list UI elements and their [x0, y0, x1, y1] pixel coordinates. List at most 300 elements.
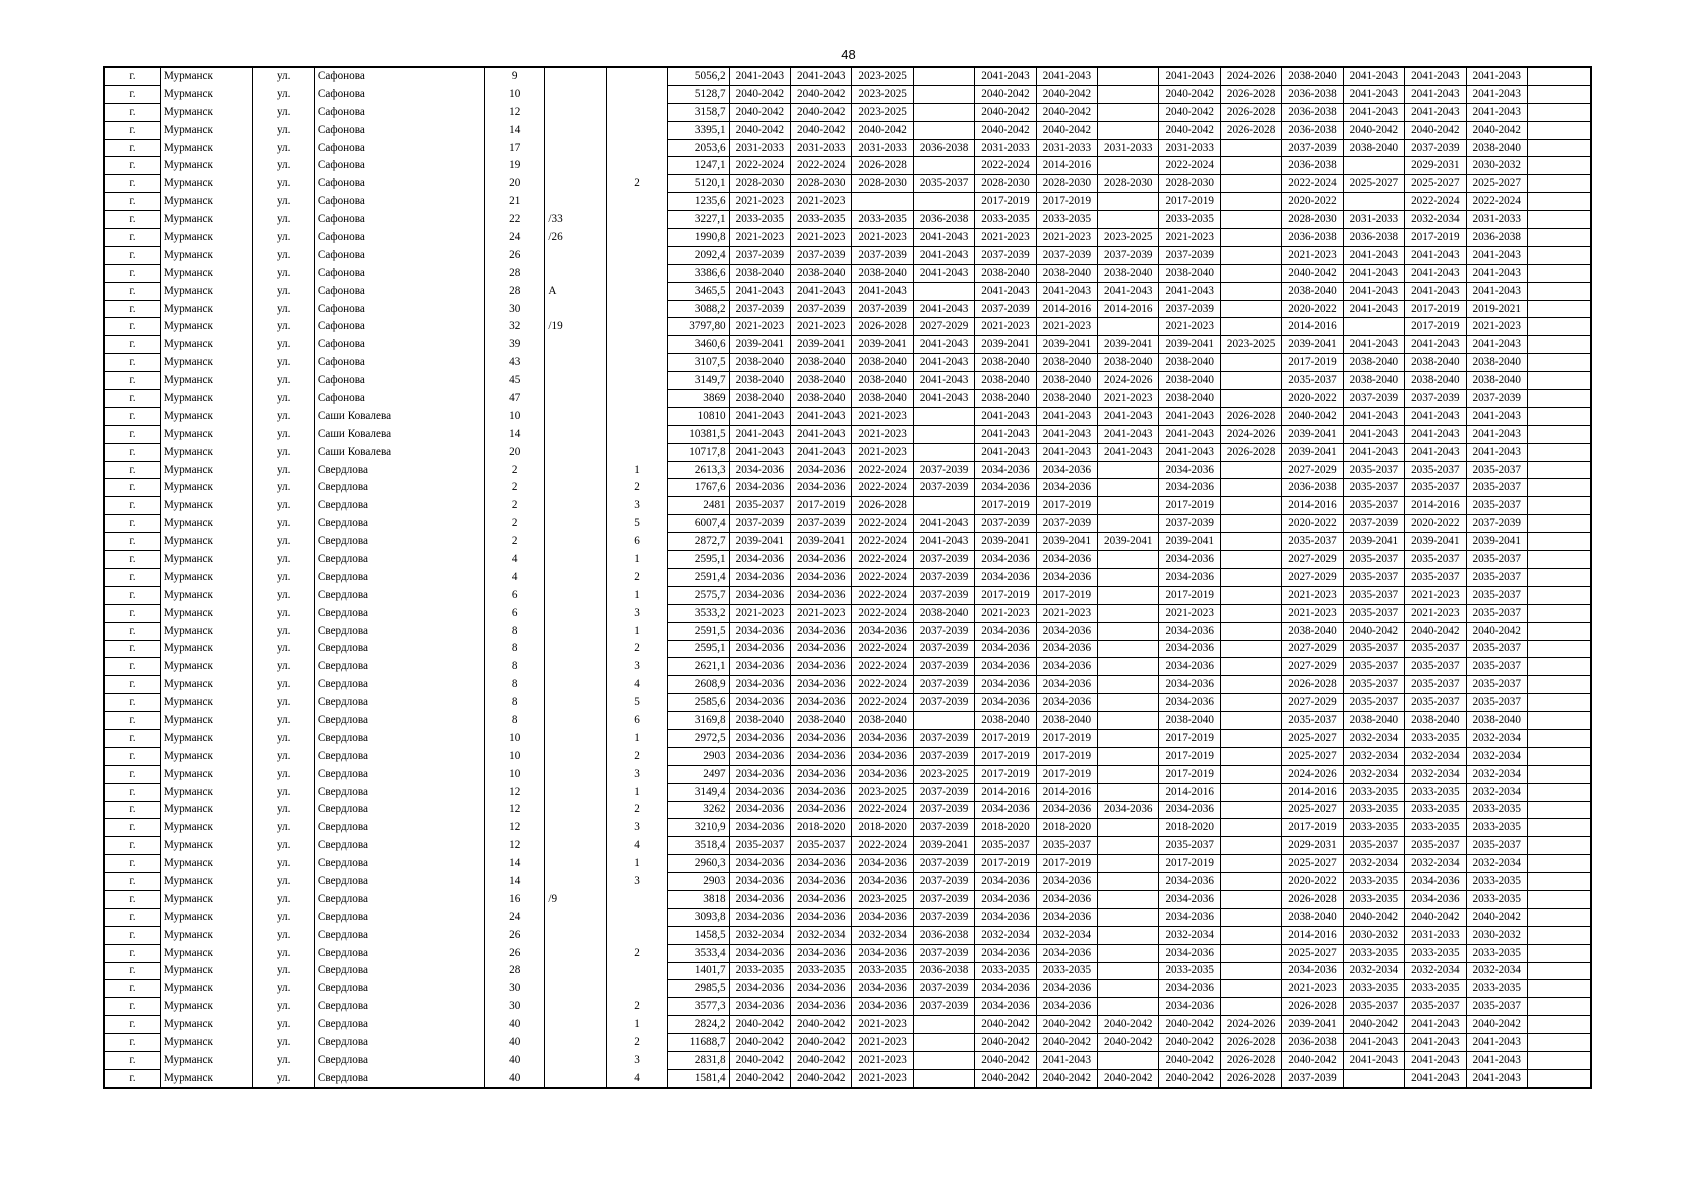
- table-cell: 2041-2043: [1405, 264, 1466, 282]
- table-cell: 2038-2040: [852, 712, 913, 730]
- table-cell: 2039-2041: [975, 336, 1036, 354]
- table-cell: [606, 264, 667, 282]
- table-cell: 2041-2043: [852, 282, 913, 300]
- table-row: [104, 246, 1591, 264]
- table-cell: [913, 1069, 974, 1087]
- table-cell: Мурманск: [160, 300, 253, 318]
- table-cell: 2035-2037: [1036, 837, 1097, 855]
- table-cell: 2017-2019: [975, 193, 1036, 211]
- table-cell: ул.: [253, 443, 314, 461]
- table-cell: 2034-2036: [1405, 890, 1466, 908]
- table-cell: 2017-2019: [1159, 747, 1220, 765]
- table-cell: 2034-2036: [729, 765, 790, 783]
- table-cell: 2033-2035: [1466, 944, 1527, 962]
- table-cell: 2034-2036: [1098, 801, 1159, 819]
- table-cell: 2036-2038: [913, 962, 974, 980]
- table-cell: [1220, 837, 1281, 855]
- table-cell: 2034-2036: [852, 908, 913, 926]
- table-cell: 2017-2019: [1405, 229, 1466, 247]
- table-cell: [1098, 819, 1159, 837]
- table-cell: 4: [485, 568, 545, 586]
- table-cell: 3149,4: [668, 783, 729, 801]
- table-cell: 2031-2033: [1036, 139, 1097, 157]
- table-cell: Мурманск: [160, 998, 253, 1016]
- table-cell: 2038-2040: [1405, 372, 1466, 390]
- table-cell: [545, 908, 606, 926]
- table-cell: 2038-2040: [1466, 372, 1527, 390]
- table-cell: 2034-2036: [975, 980, 1036, 998]
- table-cell: 2040-2042: [1405, 908, 1466, 926]
- table-cell: /33: [545, 211, 606, 229]
- table-cell: 2026-2028: [1282, 998, 1343, 1016]
- table-cell: 12: [485, 103, 545, 121]
- table-cell: 2041-2043: [1466, 1069, 1527, 1087]
- table-cell: г.: [104, 801, 160, 819]
- table-cell: 2034-2036: [1159, 551, 1220, 569]
- table-cell: 2034-2036: [729, 729, 790, 747]
- table-cell: [913, 282, 974, 300]
- table-cell: 2033-2035: [791, 211, 852, 229]
- table-cell: 2025-2027: [1343, 175, 1404, 193]
- table-cell: 2035-2037: [1343, 604, 1404, 622]
- table-cell: 2034-2036: [852, 944, 913, 962]
- table-cell: Свердлова: [314, 533, 484, 551]
- table-cell: [852, 193, 913, 211]
- table-cell: 2035-2037: [791, 837, 852, 855]
- table-cell: [545, 336, 606, 354]
- table-cell: [1527, 944, 1591, 962]
- table-cell: 2028-2030: [1036, 175, 1097, 193]
- table-cell: 2034-2036: [1036, 801, 1097, 819]
- table-cell: [1527, 729, 1591, 747]
- table-cell: 1767,6: [668, 479, 729, 497]
- table-cell: Сафонова: [314, 67, 484, 85]
- table-cell: 2014-2016: [1282, 783, 1343, 801]
- table-cell: г.: [104, 407, 160, 425]
- table-cell: 2035-2037: [1343, 568, 1404, 586]
- table-cell: 2040-2042: [1282, 407, 1343, 425]
- table-cell: 2031-2033: [729, 139, 790, 157]
- table-cell: 4: [485, 551, 545, 569]
- table-cell: 6007,4: [668, 515, 729, 533]
- table-cell: 2021-2023: [1282, 980, 1343, 998]
- table-cell: 2038-2040: [1282, 67, 1343, 85]
- table-cell: 4: [606, 1069, 667, 1087]
- table-cell: 2034-2036: [729, 640, 790, 658]
- table-cell: Мурманск: [160, 85, 253, 103]
- table-cell: 2032-2034: [729, 926, 790, 944]
- table-cell: 2017-2019: [975, 729, 1036, 747]
- table-cell: 3149,7: [668, 372, 729, 390]
- table-cell: 2032-2034: [791, 926, 852, 944]
- table-cell: 2037-2039: [975, 300, 1036, 318]
- table-cell: г.: [104, 246, 160, 264]
- table-cell: ул.: [253, 944, 314, 962]
- table-cell: 2021-2023: [975, 318, 1036, 336]
- table-cell: 2034-2036: [791, 908, 852, 926]
- table-cell: ул.: [253, 855, 314, 873]
- table-cell: 2034-2036: [852, 980, 913, 998]
- table-cell: 2035-2037: [1343, 998, 1404, 1016]
- table-cell: 2037-2039: [1098, 246, 1159, 264]
- table-cell: [1220, 819, 1281, 837]
- table-cell: 2034-2036: [852, 747, 913, 765]
- table-cell: 2035-2037: [1466, 586, 1527, 604]
- table-cell: 2014-2016: [1036, 783, 1097, 801]
- housing-register-table: [103, 66, 1592, 1089]
- table-cell: ул.: [253, 998, 314, 1016]
- table-cell: г.: [104, 390, 160, 408]
- table-cell: 17: [485, 139, 545, 157]
- table-cell: 2040-2042: [729, 85, 790, 103]
- table-cell: г.: [104, 85, 160, 103]
- table-cell: 2017-2019: [975, 765, 1036, 783]
- table-cell: 2041-2043: [1466, 103, 1527, 121]
- table-cell: 2020-2022: [1282, 390, 1343, 408]
- table-cell: 2022-2024: [852, 801, 913, 819]
- table-cell: [1527, 157, 1591, 175]
- table-cell: 30: [485, 998, 545, 1016]
- table-cell: 2: [606, 801, 667, 819]
- table-cell: /9: [545, 890, 606, 908]
- table-cell: 2037-2039: [913, 890, 974, 908]
- table-cell: 2026-2028: [852, 497, 913, 515]
- table-cell: 2032-2034: [1466, 765, 1527, 783]
- table-cell: 2041-2043: [975, 282, 1036, 300]
- table-cell: 2033-2035: [1159, 211, 1220, 229]
- table-cell: 2033-2035: [729, 211, 790, 229]
- table-cell: [913, 497, 974, 515]
- table-cell: 30: [485, 300, 545, 318]
- table-cell: 2038-2040: [1343, 354, 1404, 372]
- table-cell: г.: [104, 336, 160, 354]
- table-row: [104, 497, 1591, 515]
- table-cell: 2033-2035: [1466, 819, 1527, 837]
- table-cell: 2027-2029: [1282, 551, 1343, 569]
- table-cell: [1098, 676, 1159, 694]
- table-cell: 2021-2023: [852, 1069, 913, 1087]
- table-cell: [545, 425, 606, 443]
- table-cell: 2040-2042: [1036, 121, 1097, 139]
- table-cell: 2034-2036: [1159, 944, 1220, 962]
- table-cell: 2034-2036: [1036, 640, 1097, 658]
- table-cell: 2481: [668, 497, 729, 515]
- table-cell: [606, 354, 667, 372]
- table-cell: [545, 246, 606, 264]
- table-cell: [606, 282, 667, 300]
- table-row: [104, 783, 1591, 801]
- table-cell: 2035-2037: [1466, 604, 1527, 622]
- table-cell: 2038-2040: [1036, 354, 1097, 372]
- table-cell: [545, 264, 606, 282]
- table-cell: [1220, 568, 1281, 586]
- table-cell: ул.: [253, 801, 314, 819]
- table-cell: 2034-2036: [975, 640, 1036, 658]
- table-cell: 2032-2034: [1159, 926, 1220, 944]
- table-row: [104, 229, 1591, 247]
- table-cell: [545, 1069, 606, 1087]
- table-cell: 2034-2036: [729, 694, 790, 712]
- table-cell: 2034-2036: [791, 694, 852, 712]
- table-cell: г.: [104, 640, 160, 658]
- table-cell: 2037-2039: [913, 873, 974, 891]
- table-row: [104, 372, 1591, 390]
- table-cell: 2039-2041: [791, 533, 852, 551]
- table-cell: Сафонова: [314, 193, 484, 211]
- table-cell: Сафонова: [314, 246, 484, 264]
- table-cell: 2022-2024: [852, 694, 913, 712]
- table-cell: г.: [104, 765, 160, 783]
- table-cell: 2021-2023: [1466, 318, 1527, 336]
- table-cell: 2021-2023: [791, 604, 852, 622]
- table-cell: Мурманск: [160, 372, 253, 390]
- table-cell: 2591,5: [668, 622, 729, 640]
- table-cell: [1220, 676, 1281, 694]
- table-cell: [545, 551, 606, 569]
- table-cell: 16: [485, 890, 545, 908]
- table-cell: [1527, 694, 1591, 712]
- table-cell: 2033-2035: [1159, 962, 1220, 980]
- table-cell: 2018-2020: [791, 819, 852, 837]
- table-cell: 2034-2036: [1159, 640, 1220, 658]
- table-cell: 2025-2027: [1282, 747, 1343, 765]
- table-cell: Свердлова: [314, 980, 484, 998]
- table-cell: 2034-2036: [791, 747, 852, 765]
- table-row: [104, 300, 1591, 318]
- table-cell: Свердлова: [314, 712, 484, 730]
- table-cell: 2040-2042: [1036, 103, 1097, 121]
- page-number: 48: [841, 47, 856, 62]
- table-cell: [606, 962, 667, 980]
- table-cell: 2024-2026: [1220, 67, 1281, 85]
- table-cell: [545, 873, 606, 891]
- table-cell: 2041-2043: [1405, 1016, 1466, 1034]
- table-cell: [545, 837, 606, 855]
- table-cell: 2040-2042: [1098, 1069, 1159, 1087]
- table-cell: 2040-2042: [975, 1034, 1036, 1052]
- table-cell: 2034-2036: [791, 855, 852, 873]
- table-cell: 2: [606, 944, 667, 962]
- table-cell: 2039-2041: [1282, 443, 1343, 461]
- table-cell: [606, 121, 667, 139]
- table-cell: 2022-2024: [1466, 193, 1527, 211]
- table-cell: Мурманск: [160, 765, 253, 783]
- table-cell: Мурманск: [160, 890, 253, 908]
- table-cell: г.: [104, 318, 160, 336]
- table-cell: Свердлова: [314, 694, 484, 712]
- table-cell: [913, 67, 974, 85]
- table-cell: [545, 944, 606, 962]
- table-cell: 2034-2036: [791, 479, 852, 497]
- table-cell: [1527, 533, 1591, 551]
- table-cell: 2037-2039: [1405, 390, 1466, 408]
- table-cell: 2034-2036: [1036, 873, 1097, 891]
- table-cell: 2041-2043: [913, 354, 974, 372]
- table-cell: [545, 998, 606, 1016]
- table-cell: 2041-2043: [1405, 336, 1466, 354]
- table-cell: 1: [606, 622, 667, 640]
- table-cell: 2035-2037: [1343, 497, 1404, 515]
- table-cell: г.: [104, 1016, 160, 1034]
- table-cell: 40: [485, 1016, 545, 1034]
- table-cell: 2034-2036: [1036, 658, 1097, 676]
- table-cell: 2022-2024: [1282, 175, 1343, 193]
- table-cell: 2035-2037: [1466, 658, 1527, 676]
- table-cell: г.: [104, 479, 160, 497]
- table-cell: 2037-2039: [913, 980, 974, 998]
- table-row: [104, 139, 1591, 157]
- table-cell: 2040-2042: [975, 85, 1036, 103]
- table-cell: [545, 926, 606, 944]
- table-cell: 8: [485, 658, 545, 676]
- table-cell: 2034-2036: [1036, 479, 1097, 497]
- table-cell: 2026-2028: [1220, 1069, 1281, 1087]
- table-cell: 2038-2040: [1159, 264, 1220, 282]
- table-cell: 2036-2038: [1466, 229, 1527, 247]
- table-cell: 2039-2041: [1343, 533, 1404, 551]
- table-cell: 2017-2019: [791, 497, 852, 515]
- table-cell: 2026-2028: [1220, 103, 1281, 121]
- table-cell: 3: [606, 1051, 667, 1069]
- table-cell: 28: [485, 962, 545, 980]
- table-cell: 2033-2035: [1343, 980, 1404, 998]
- table-row: [104, 533, 1591, 551]
- table-cell: 2: [485, 533, 545, 551]
- table-cell: 2038-2040: [852, 354, 913, 372]
- table-cell: [545, 103, 606, 121]
- table-cell: 2037-2039: [1036, 515, 1097, 533]
- table-cell: 2017-2019: [1405, 300, 1466, 318]
- table-cell: [606, 211, 667, 229]
- table-cell: 2024-2026: [1220, 1016, 1281, 1034]
- table-cell: 2032-2034: [1343, 855, 1404, 873]
- table-cell: 2038-2040: [975, 372, 1036, 390]
- table-cell: А: [545, 282, 606, 300]
- table-cell: [606, 103, 667, 121]
- table-cell: 8: [485, 712, 545, 730]
- table-cell: [1220, 264, 1281, 282]
- table-cell: 20: [485, 175, 545, 193]
- table-cell: 2041-2043: [1343, 67, 1404, 85]
- table-cell: 3262: [668, 801, 729, 819]
- table-cell: 2: [606, 1034, 667, 1052]
- table-cell: Свердлова: [314, 676, 484, 694]
- table-cell: 8: [485, 694, 545, 712]
- table-cell: г.: [104, 1034, 160, 1052]
- table-cell: ул.: [253, 175, 314, 193]
- table-row: [104, 980, 1591, 998]
- table-cell: 2041-2043: [913, 515, 974, 533]
- table-cell: ул.: [253, 622, 314, 640]
- table-cell: [1098, 855, 1159, 873]
- table-cell: [1220, 211, 1281, 229]
- table-cell: 2040-2042: [1159, 1034, 1220, 1052]
- table-cell: 2038-2040: [791, 390, 852, 408]
- table-cell: [1220, 998, 1281, 1016]
- table-cell: 5: [606, 694, 667, 712]
- table-cell: 2034-2036: [852, 622, 913, 640]
- table-cell: [1527, 175, 1591, 193]
- table-cell: 2037-2039: [913, 944, 974, 962]
- table-cell: 2034-2036: [729, 890, 790, 908]
- table-cell: 2021-2023: [1036, 318, 1097, 336]
- table-cell: 3460,6: [668, 336, 729, 354]
- table-cell: 2035-2037: [1343, 640, 1404, 658]
- table-cell: 2017-2019: [975, 855, 1036, 873]
- table-cell: 3093,8: [668, 908, 729, 926]
- table-cell: Мурманск: [160, 622, 253, 640]
- table-cell: Свердлова: [314, 837, 484, 855]
- table-cell: 2037-2039: [1466, 390, 1527, 408]
- table-cell: 2017-2019: [1159, 729, 1220, 747]
- table-cell: [1527, 282, 1591, 300]
- table-cell: 2041-2043: [1343, 246, 1404, 264]
- table-cell: 2037-2039: [913, 658, 974, 676]
- table-cell: [1527, 354, 1591, 372]
- table-cell: 2960,3: [668, 855, 729, 873]
- table-cell: [1527, 121, 1591, 139]
- table-cell: 2037-2039: [852, 246, 913, 264]
- table-cell: Сафонова: [314, 175, 484, 193]
- table-cell: 2034-2036: [975, 908, 1036, 926]
- table-cell: [913, 85, 974, 103]
- table-cell: [1527, 193, 1591, 211]
- table-cell: 2021-2023: [729, 318, 790, 336]
- table-cell: 2037-2039: [729, 300, 790, 318]
- table-cell: Сафонова: [314, 318, 484, 336]
- table-cell: 2021-2023: [1098, 390, 1159, 408]
- table-cell: Свердлова: [314, 479, 484, 497]
- table-cell: 3869: [668, 390, 729, 408]
- table-cell: [1527, 586, 1591, 604]
- table-cell: Мурманск: [160, 1051, 253, 1069]
- table-cell: 2037-2039: [791, 515, 852, 533]
- table-cell: 3: [606, 873, 667, 891]
- table-row: [104, 729, 1591, 747]
- table-cell: 2033-2035: [1405, 729, 1466, 747]
- table-cell: Сафонова: [314, 229, 484, 247]
- table-cell: [1220, 604, 1281, 622]
- table-cell: [1527, 390, 1591, 408]
- table-cell: 2824,2: [668, 1016, 729, 1034]
- table-row: [104, 264, 1591, 282]
- table-cell: 1401,7: [668, 962, 729, 980]
- table-cell: 2014-2016: [1036, 157, 1097, 175]
- table-cell: 2041-2043: [729, 443, 790, 461]
- table-row: [104, 747, 1591, 765]
- table-cell: 2034-2036: [975, 676, 1036, 694]
- table-cell: ул.: [253, 729, 314, 747]
- table-cell: Сафонова: [314, 390, 484, 408]
- table-cell: 2038-2040: [852, 390, 913, 408]
- table-cell: 2608,9: [668, 676, 729, 694]
- table-cell: г.: [104, 67, 160, 85]
- table-cell: 2040-2042: [1036, 1034, 1097, 1052]
- table-cell: 2034-2036: [791, 658, 852, 676]
- table-cell: Свердлова: [314, 962, 484, 980]
- table-row: [104, 282, 1591, 300]
- table-cell: 2035-2037: [1343, 551, 1404, 569]
- table-cell: [545, 855, 606, 873]
- table-cell: [1220, 497, 1281, 515]
- table-cell: 2032-2034: [1343, 747, 1404, 765]
- table-cell: 2038-2040: [975, 390, 1036, 408]
- table-cell: 2034-2036: [1159, 998, 1220, 1016]
- table-cell: 2034-2036: [852, 998, 913, 1016]
- table-cell: 3577,3: [668, 998, 729, 1016]
- table-cell: 2575,7: [668, 586, 729, 604]
- table-cell: г.: [104, 461, 160, 479]
